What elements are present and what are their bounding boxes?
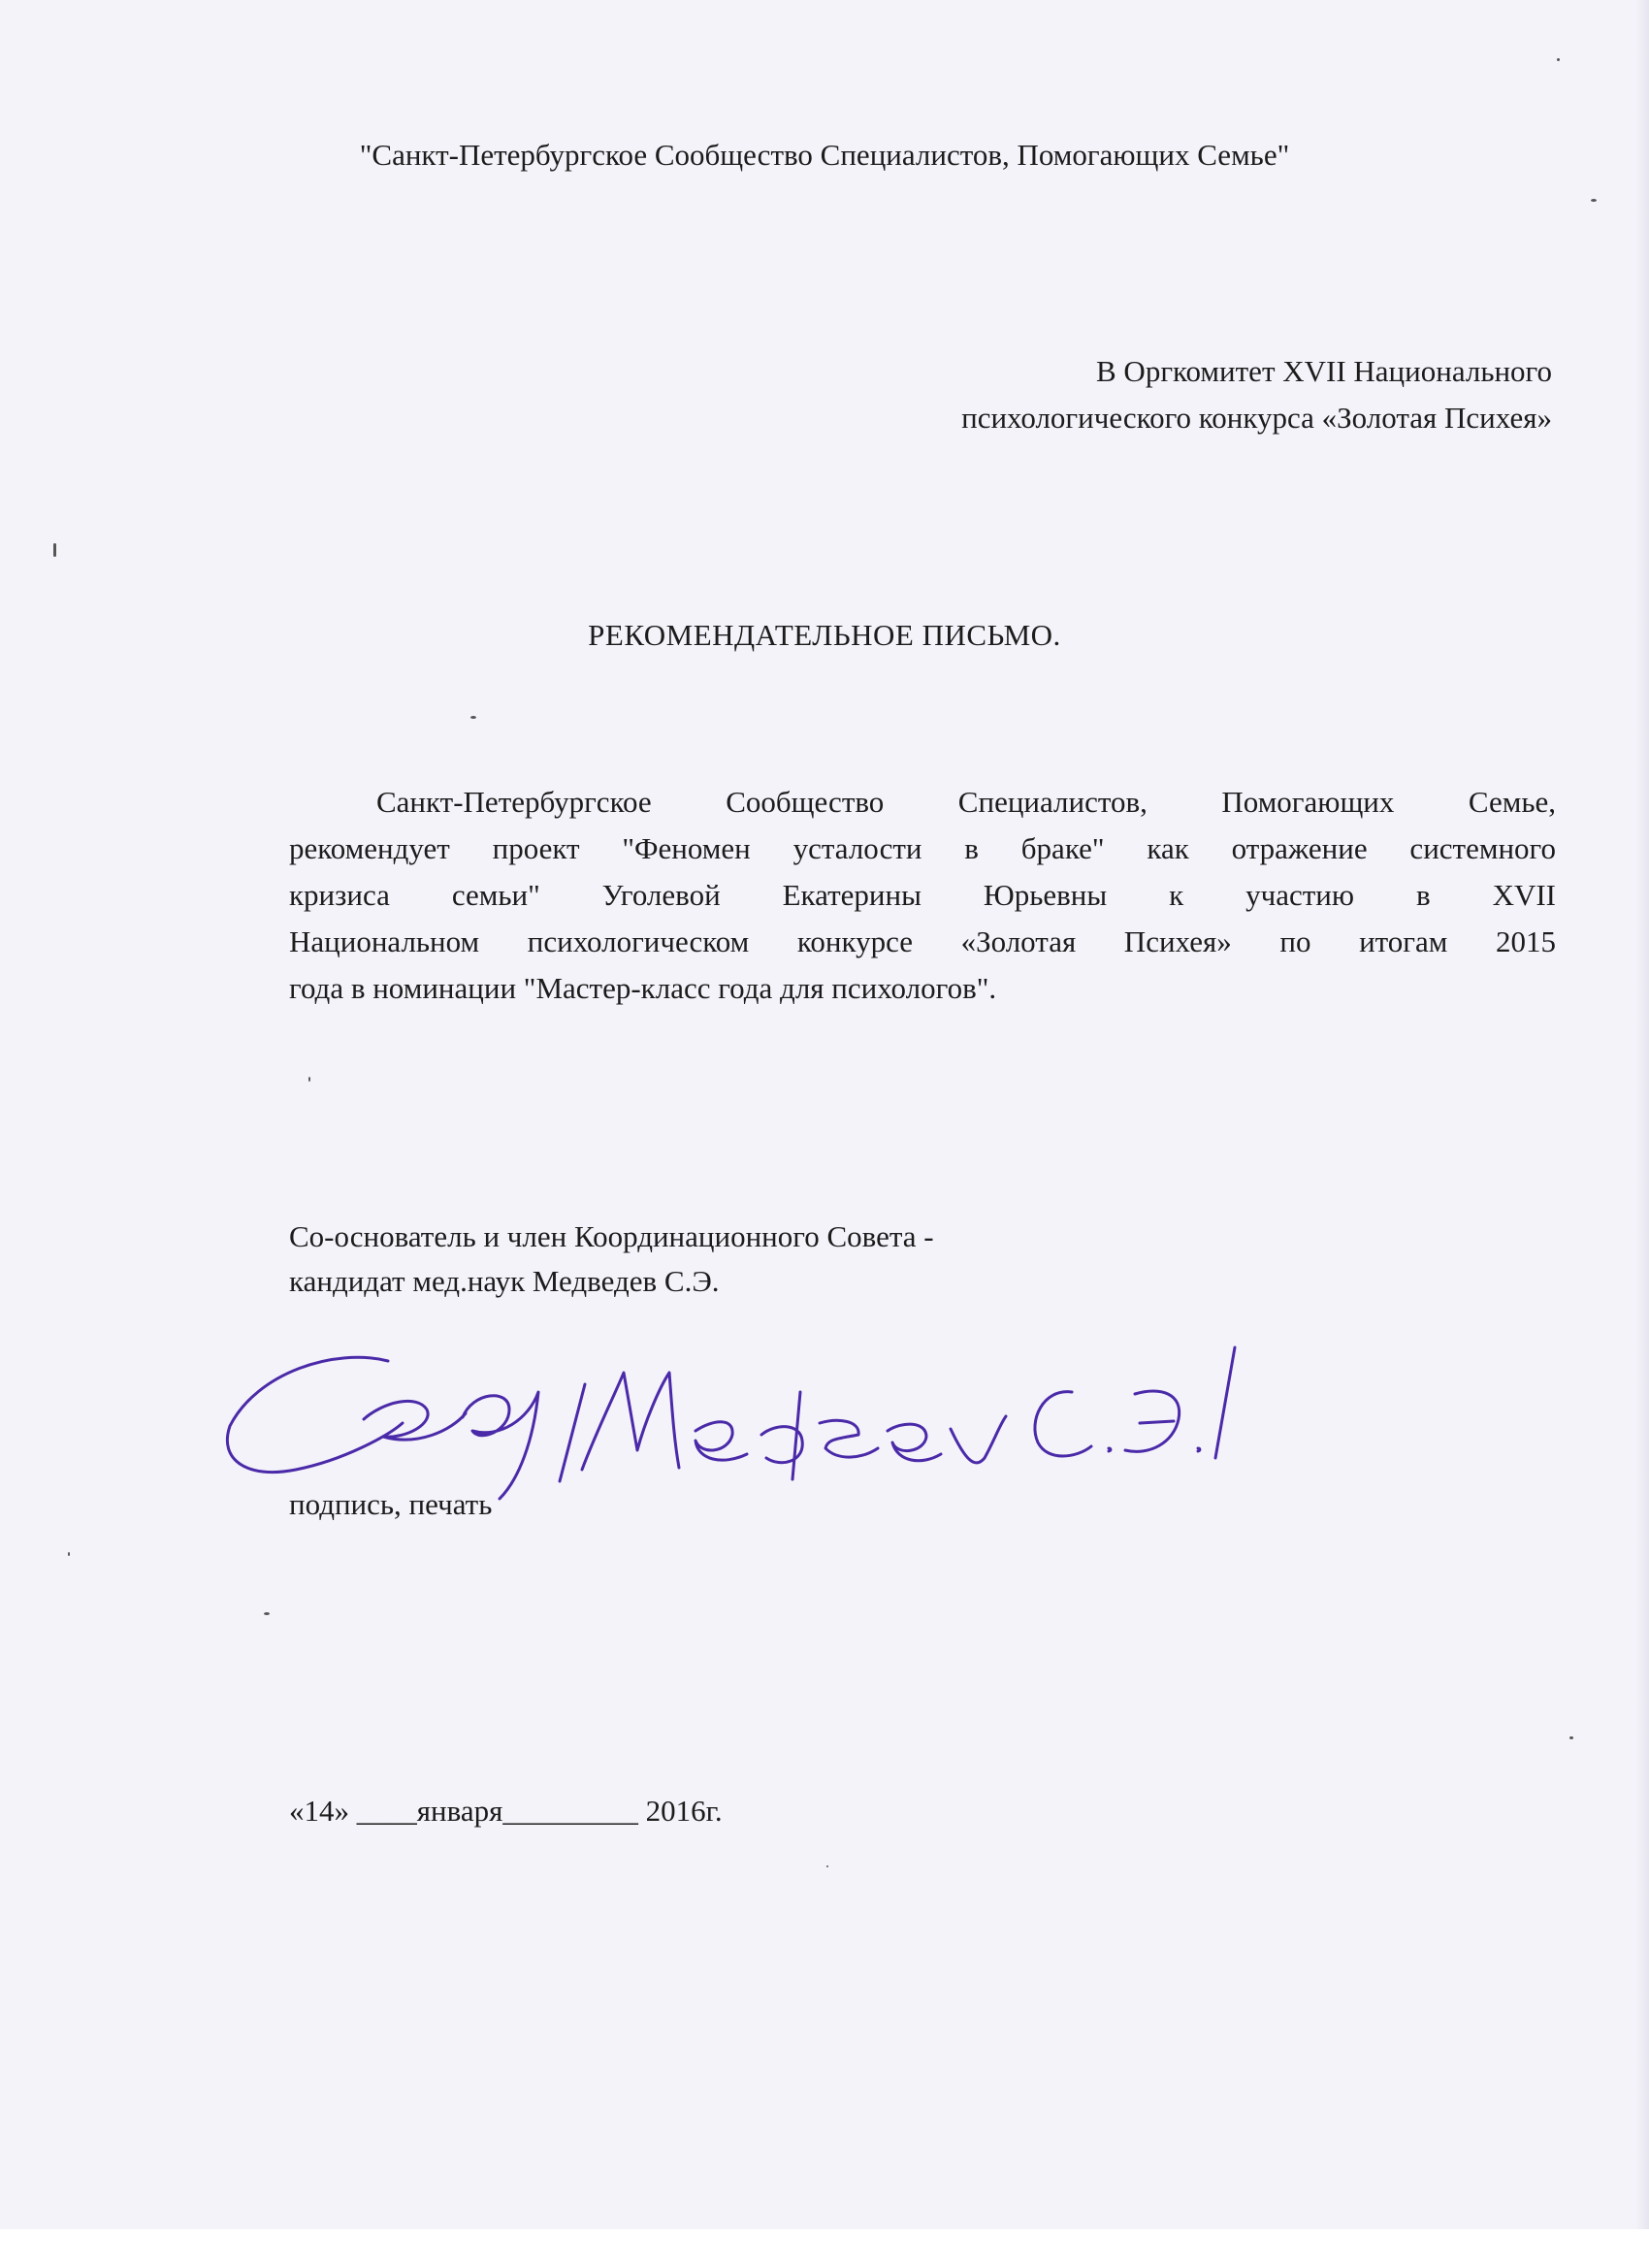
body-line: года в номинации "Мастер-класс года для психологов". [289, 971, 997, 1005]
body-line: Санкт-Петербургское Сообщество Специалистов, Помогающих Семье, [376, 785, 1556, 819]
scan-speck [308, 1077, 310, 1082]
body-line: рекомендует проект "Феномен усталости в браке" как отражение системного [289, 831, 1556, 865]
scan-speck [68, 1552, 70, 1556]
letter-title: РЕКОМЕНДАТЕЛЬНОЕ ПИСЬМО. [588, 618, 1061, 652]
scan-speck [53, 543, 56, 557]
scan-speck [470, 716, 476, 719]
scan-speck [826, 1865, 828, 1867]
scan-speck [1557, 58, 1560, 61]
scan-bottom-margin [0, 2229, 1649, 2268]
recipient-block [961, 353, 1552, 446]
signer-name: кандидат мед.наук Медведев С.Э. [289, 1264, 720, 1298]
signature-caption: подпись, печать [289, 1487, 493, 1521]
organization-header: "Санкт-Петербургское Сообщество Специалистов, Помогающих Семье" [359, 138, 1290, 172]
letter-body [289, 779, 1556, 1012]
signer-position: Со-основатель и член Координационного Совета - [289, 1219, 934, 1253]
letter-date: «14» ____января_________ 2016г. [289, 1794, 723, 1828]
signer-block [289, 1218, 934, 1308]
body-line: кризиса семьи" Уголевой Екатерины Юрьевны к участию в XVII [289, 878, 1556, 912]
scan-speck [1591, 199, 1597, 202]
scan-speck [264, 1612, 270, 1615]
body-line: Национальном психологическом конкурсе «Золотая Психея» по итогам 2015 [289, 924, 1556, 958]
signature-text: /Медведев С.Э./ [218, 1334, 225, 1335]
handwritten-signature [218, 1334, 1246, 1508]
page-edge-shadow [1635, 0, 1649, 2268]
recipient-line: психологического конкурса «Золотая Психея» [961, 401, 1552, 435]
recipient-line: В Оргкомитет XVII Национального [1096, 354, 1552, 388]
scan-speck [1569, 1736, 1573, 1739]
